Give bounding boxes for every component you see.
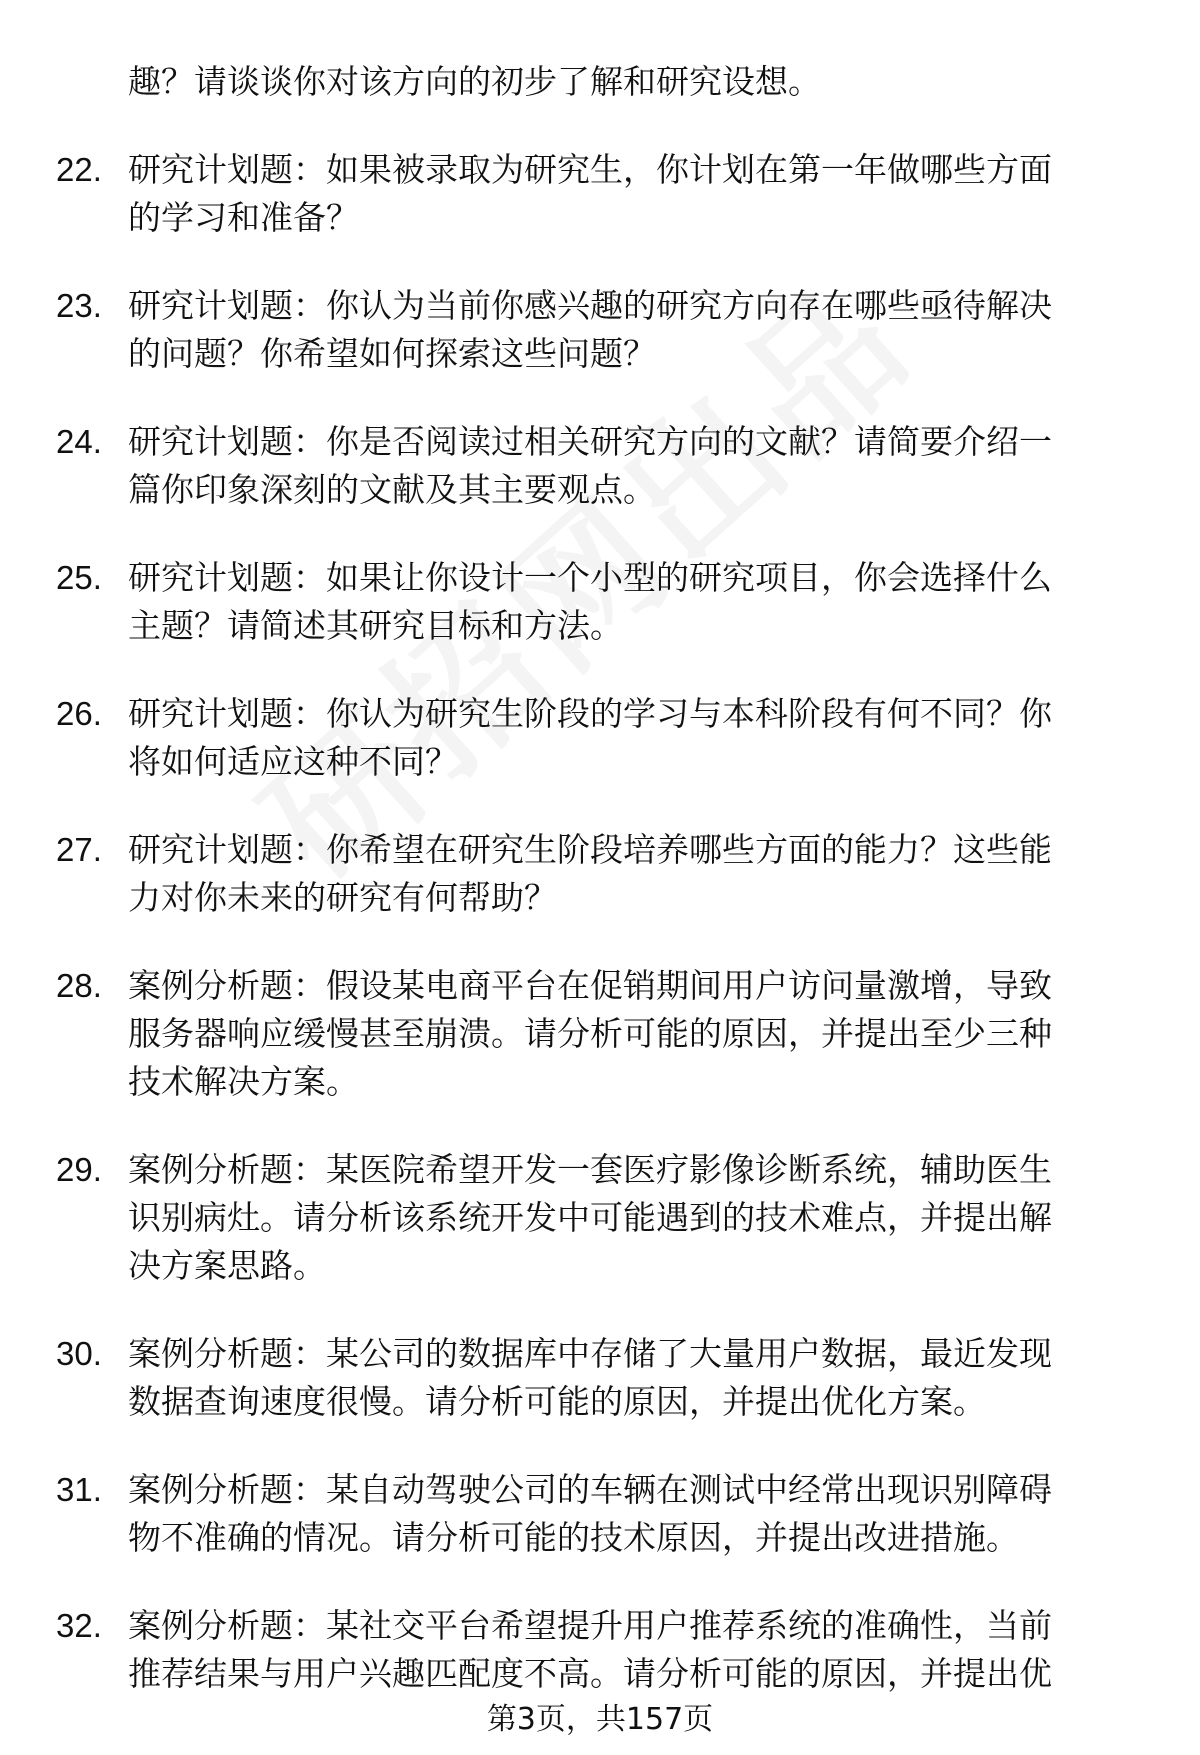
question-item bbox=[56, 282, 1146, 378]
question-list bbox=[56, 58, 1146, 1738]
question-text: 研究计划题：如果被录取为研究生，你计划在第一年做哪些方面 的学习和准备？ bbox=[128, 150, 1052, 237]
question-item bbox=[56, 1146, 1146, 1290]
question-number: 30. bbox=[56, 1335, 102, 1372]
question-item bbox=[56, 690, 1146, 786]
page-footer: 第3页，共157页 bbox=[486, 1702, 714, 1737]
question-number: 23. bbox=[56, 287, 102, 324]
question-text: 案例分析题：某自动驾驶公司的车辆在测试中经常出现识别障碍 物不准确的情况。请分析可能的技术原因，并提出改进措施。 bbox=[128, 1470, 1052, 1557]
question-number: 25. bbox=[56, 559, 102, 596]
question-item bbox=[56, 826, 1146, 922]
question-text: 案例分析题：假设某电商平台在促销期间用户访问量激增，导致 服务器响应缓慢甚至崩溃。请分析可能的原因，并提出至少三种 技术解决方案。 bbox=[128, 966, 1052, 1101]
question-item bbox=[56, 418, 1146, 514]
question-item bbox=[56, 554, 1146, 650]
question-number: 32. bbox=[56, 1607, 102, 1644]
question-text: 案例分析题：某医院希望开发一套医疗影像诊断系统，辅助医生 识别病灶。请分析该系统开发中可能遇到的技术难点，并提出解 决方案思路。 bbox=[128, 1150, 1052, 1285]
question-number: 26. bbox=[56, 695, 102, 732]
question-text: 案例分析题：某公司的数据库中存储了大量用户数据，最近发现 数据查询速度很慢。请分析可能的原因，并提出优化方案。 bbox=[128, 1334, 1052, 1421]
question-text: 研究计划题：你认为研究生阶段的学习与本科阶段有何不同？你 将如何适应这种不同？ bbox=[128, 694, 1052, 781]
question-number: 28. bbox=[56, 967, 102, 1004]
question-text: 研究计划题：如果让你设计一个小型的研究项目，你会选择什么 主题？请简述其研究目标和方法。 bbox=[128, 558, 1052, 645]
question-item bbox=[56, 1330, 1146, 1426]
question-text: 研究计划题：你认为当前你感兴趣的研究方向存在哪些亟待解决 的问题？你希望如何探索这些问题？ bbox=[128, 286, 1052, 373]
question-number: 22. bbox=[56, 151, 102, 188]
question-number: 27. bbox=[56, 831, 102, 868]
question-item bbox=[56, 962, 1146, 1106]
question-number: 29. bbox=[56, 1151, 102, 1188]
question-text: 研究计划题：你希望在研究生阶段培养哪些方面的能力？这些能 力对你未来的研究有何帮助？ bbox=[128, 830, 1052, 917]
question-number: 31. bbox=[56, 1471, 102, 1508]
question-text: 案例分析题：某社交平台希望提升用户推荐系统的准确性，当前 推荐结果与用户兴趣匹配度不高。请分析可能的原因，并提出优 bbox=[128, 1606, 1052, 1693]
question-item bbox=[56, 146, 1146, 242]
question-item bbox=[56, 1602, 1146, 1698]
items-container bbox=[56, 146, 1146, 1698]
continuation-text: 趣？请谈谈你对该方向的初步了解和研究设想。 bbox=[128, 62, 821, 101]
question-number: 24. bbox=[56, 423, 102, 460]
question-item bbox=[56, 1466, 1146, 1562]
question-text: 研究计划题：你是否阅读过相关研究方向的文献？请简要介绍一 篇你印象深刻的文献及其主要观点。 bbox=[128, 422, 1052, 509]
